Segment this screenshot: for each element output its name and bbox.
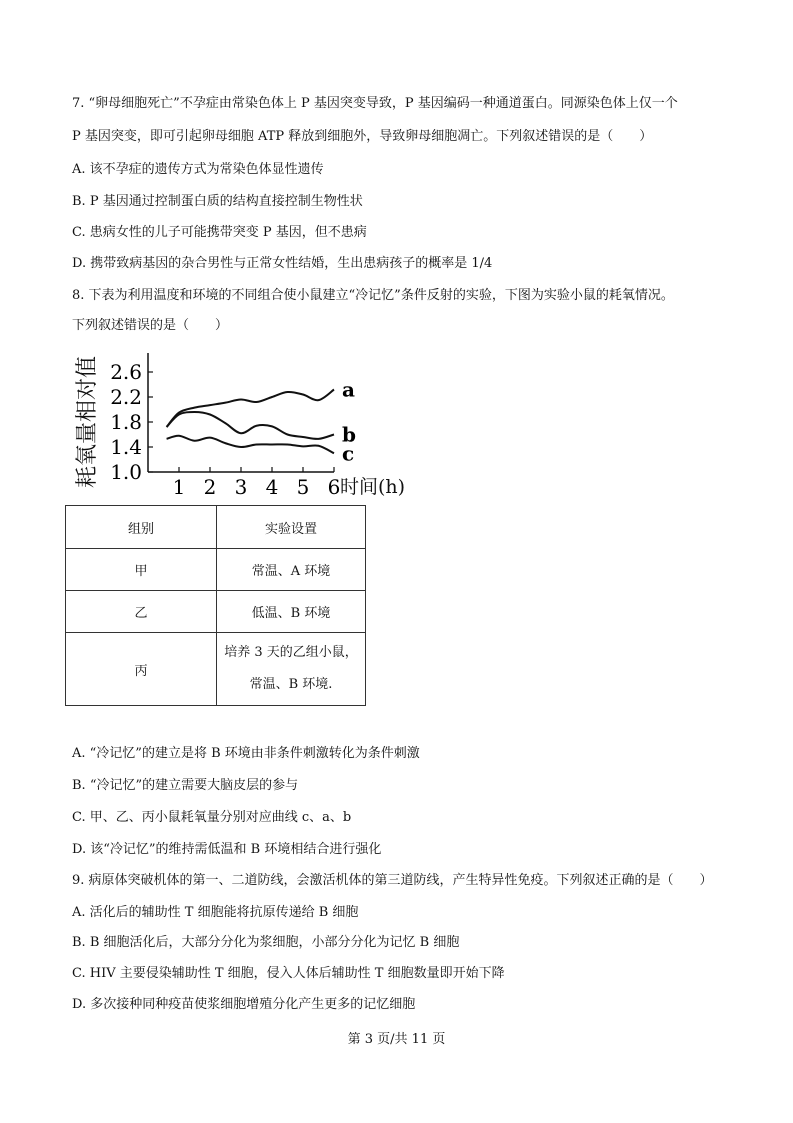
q9-option-a: A. 活化后的辅助性 T 细胞能将抗原传递给 B 细胞	[72, 905, 359, 920]
q9-option-c: C. HIV 主要侵染辅助性 T 细胞，侵入人体后辅助性 T 细胞数量即开始下降	[72, 966, 505, 981]
chart-y-tick-label: 1.4	[110, 435, 142, 459]
page-footer: 第 3 页/共 11 页	[347, 1032, 446, 1047]
table-cell-setting-line1: 培养 3 天的乙组小鼠，	[224, 645, 358, 660]
q8-option-a: A. “冷记忆”的建立是将 B 环境由非条件刺激转化为条件刺激	[72, 746, 420, 761]
table-row	[66, 633, 366, 706]
table-cell-setting: 低温、B 环境	[217, 591, 366, 633]
chart-series-line-b	[167, 412, 334, 439]
table-header-group: 组别	[66, 506, 217, 549]
q7-option-b: B. P 基因通过控制蛋白质的结构直接控制生物性状	[72, 194, 363, 209]
chart-series-line-a	[167, 390, 334, 428]
table-row	[66, 591, 366, 633]
q9-option-d: D. 多次接种同种疫苗使浆细胞增殖分化产生更多的记忆细胞	[72, 997, 416, 1012]
chart-x-tick-label: 3	[234, 475, 248, 499]
q8-stem-line1: 8. 下表为利用温度和环境的不同组合使小鼠建立“冷记忆”条件反射的实验，下图为实验小鼠的耗氧情况。	[72, 288, 674, 303]
chart-y-tick-label: 2.6	[110, 360, 142, 384]
table-cell-setting	[217, 633, 366, 706]
q8-option-b: B. “冷记忆”的建立需要大脑皮层的参与	[72, 778, 299, 793]
chart-series-label-a: a	[342, 377, 355, 402]
chart-series	[167, 390, 334, 454]
chart-x-tick-label: 5	[296, 475, 310, 499]
q7-stem-line1: 7. “卵母细胞死亡”不孕症由常染色体上 P 基因突变导致，P 基因编码一种通道蛋白。同源染色体上仅一个	[72, 96, 678, 111]
chart-y-axis-label: 耗氧量相对值	[75, 355, 100, 489]
chart-x-tick-label: 2	[203, 475, 217, 499]
chart-x-tick-label: 4	[265, 475, 279, 499]
q8-stem-line2: 下列叙述错误的是（ ）	[72, 318, 229, 333]
chart-x-tick-label: 1	[172, 475, 186, 499]
chart-x-axis-label: 时间(h)	[340, 476, 406, 498]
q7-stem-line2: P 基因突变，即可引起卵母细胞 ATP 释放到细胞外，导致卵母细胞凋亡。下列叙述错误的是（ ）	[72, 129, 653, 144]
table-cell-setting-line2: 常温、B 环境.	[249, 677, 333, 692]
table-header-setting: 实验设置	[217, 506, 366, 549]
chart-x-tick-label: 6	[327, 475, 341, 499]
q8-option-d: D. 该“冷记忆”的维持需低温和 B 环境相结合进行强化	[72, 842, 382, 857]
q7-option-c: C. 患病女性的儿子可能携带突变 P 基因，但不患病	[72, 225, 367, 240]
oxygen-consumption-chart	[72, 345, 422, 500]
chart-y-tick-label: 1.8	[110, 410, 142, 434]
table-cell-group: 乙	[66, 591, 217, 633]
chart-series-label-c: c	[342, 441, 355, 466]
experiment-table	[65, 505, 366, 706]
q7-option-d: D. 携带致病基因的杂合男性与正常女性结婚，生出患病孩子的概率是 1/4	[72, 256, 493, 271]
q7-option-a: A. 该不孕症的遗传方式为常染色体显性遗传	[72, 162, 324, 177]
table-cell-group: 甲	[66, 549, 217, 591]
q9-option-b: B. B 细胞活化后，大部分分化为浆细胞，小部分分化为记忆 B 细胞	[72, 935, 460, 950]
chart-series-labels	[342, 378, 356, 466]
q9-stem: 9. 病原体突破机体的第一、二道防线，会激活机体的第三道防线，产生特异性免疫。下列叙述正确的是（ ）	[72, 873, 713, 888]
table-cell-setting: 常温、A 环境	[217, 549, 366, 591]
table-cell-group: 丙	[66, 633, 217, 706]
chart-series-label-b: b	[342, 422, 356, 447]
q8-option-c: C. 甲、乙、丙小鼠耗氧量分别对应曲线 c、a、b	[72, 810, 352, 825]
chart-y-tick-label: 1.0	[110, 460, 142, 484]
chart-y-tick-label: 2.2	[110, 385, 142, 409]
chart-y-ticks	[110, 360, 153, 484]
table-row	[66, 549, 366, 591]
